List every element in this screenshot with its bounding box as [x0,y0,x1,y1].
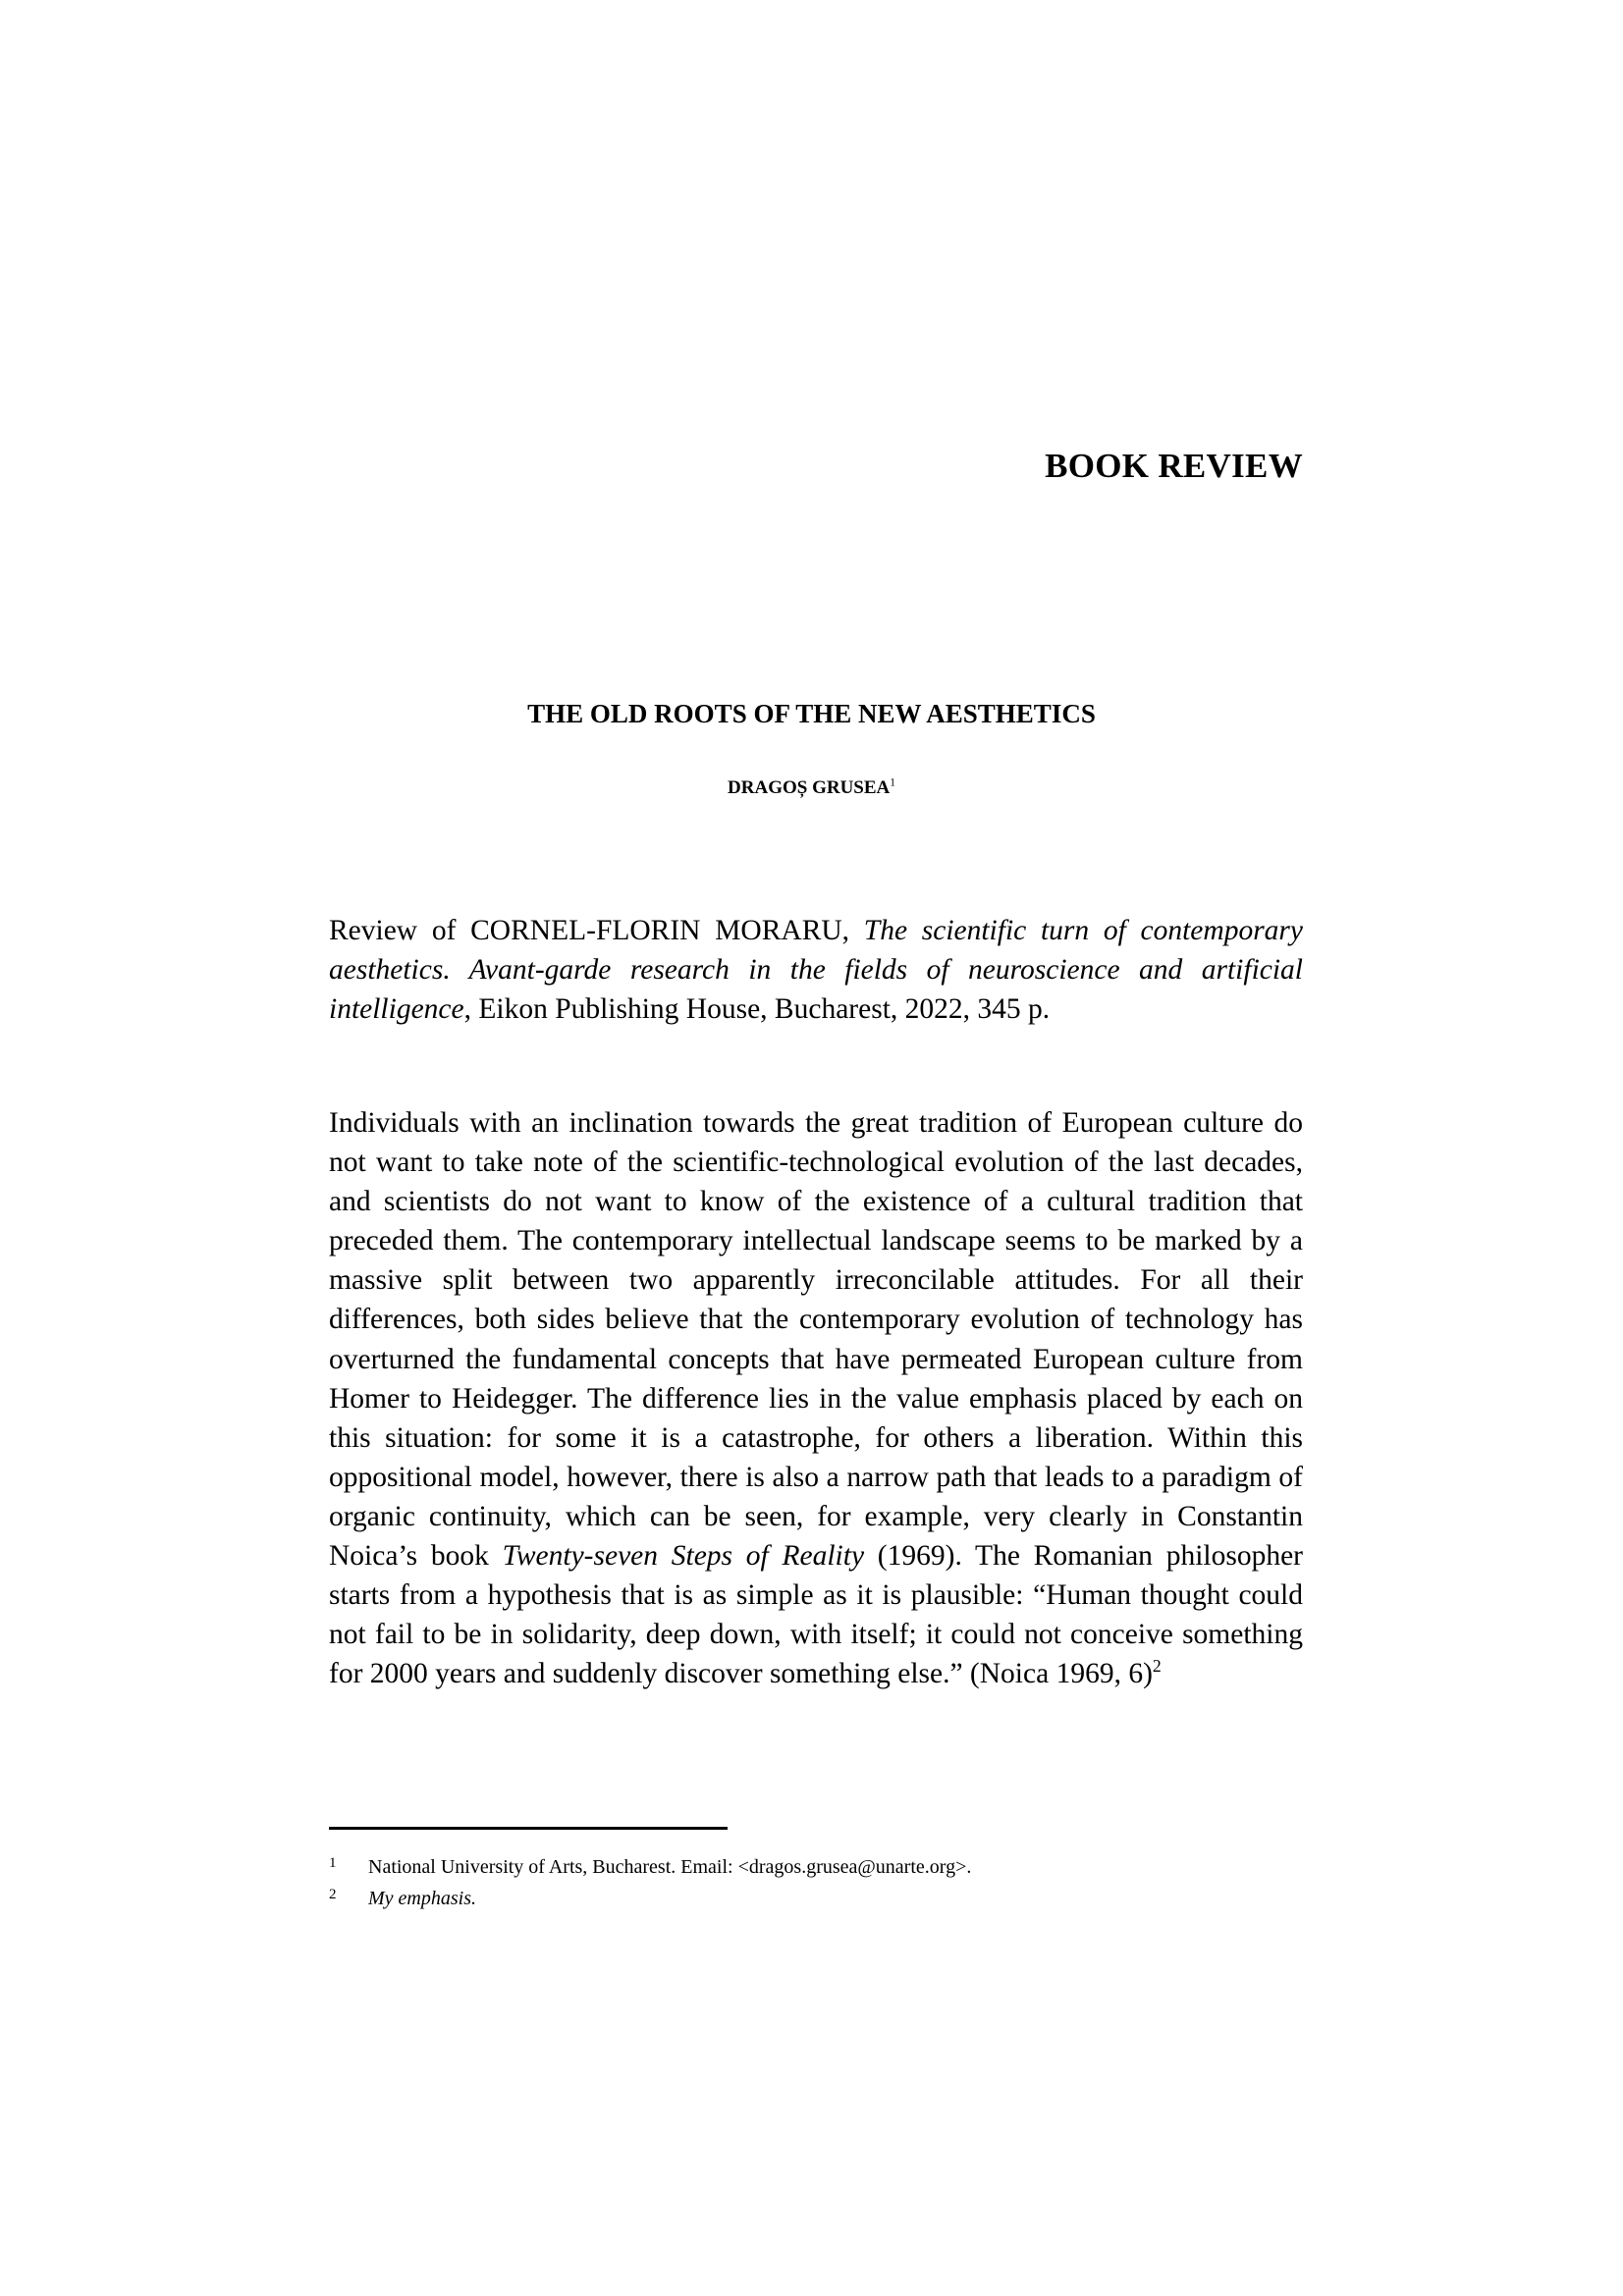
review-prefix: Review of CORNEL-FLORIN MORARU, [329,915,864,946]
footnote-divider [329,1827,728,1830]
body-text-part1: Individuals with an inclination towards the great tradition of European culture do not want to take note of the scientific-technological evolution of the last decades, and scientists do not want to know of the existence of a cultural tradition that preceded them. The contemporary intellectual landscape seems to be marked by a massive split between two apparently irreconcilable attitudes. For all their differences, both sides believe that the contemporary evolution of technology has overturned the fundamental concepts that have permeated European culture from Homer to Heidegger. The difference lies in the value emphasis placed by each on this situation: for some it is a catastrophe, for others a liberation. Within this oppositional model, however, there is also a narrow path that leads to a paradigm of organic continuity, which can be seen, for example, very clearly in Constantin Noica’s book [329,1107,1303,1573]
author-line [0,777,1623,799]
footnote-ref-2[interactable]: 2 [1152,1656,1162,1677]
reviewed-book-title: The scientific turn of contemporary aesthetics. Avant-garde research in the fields of neuroscience and artificial intelligence [329,915,1303,1025]
footnote-text: My emphasis. [368,1888,476,1909]
article-title: THE OLD ROOTS OF THE NEW AESTHETICS [527,699,1096,728]
footnote-1 [329,1851,1311,1883]
body-text-part2: (1969). The Romanian philosopher starts from a hypothesis that is as simple as it is plausible: “Human thought could not fail to be in solidarity, deep down, with itself; it could not conceive something for 2000 years and suddenly discover something else.” (Noica 1969, 6) [329,1540,1303,1690]
footnote-number: 2 [329,1887,337,1902]
footnote-text: National University of Arts, Bucharest. Email: <dragos.grusea@unarte.org>. [368,1856,972,1878]
footnotes [329,1851,1311,1914]
cited-book-title: Twenty-seven Steps of Reality [502,1540,865,1573]
footnote-number: 1 [329,1855,337,1871]
review-publication: , Eikon Publishing House, Bucharest, 2022, 345 p. [463,993,1051,1025]
author-name: DRAGOȘ GRUSEA [728,777,891,798]
footnote-2 [329,1883,1311,1914]
review-citation [329,911,1303,1029]
footnote-ref-1[interactable]: 1 [890,776,895,789]
section-label: BOOK REVIEW [1045,447,1303,485]
body-paragraph [329,1103,1303,1693]
